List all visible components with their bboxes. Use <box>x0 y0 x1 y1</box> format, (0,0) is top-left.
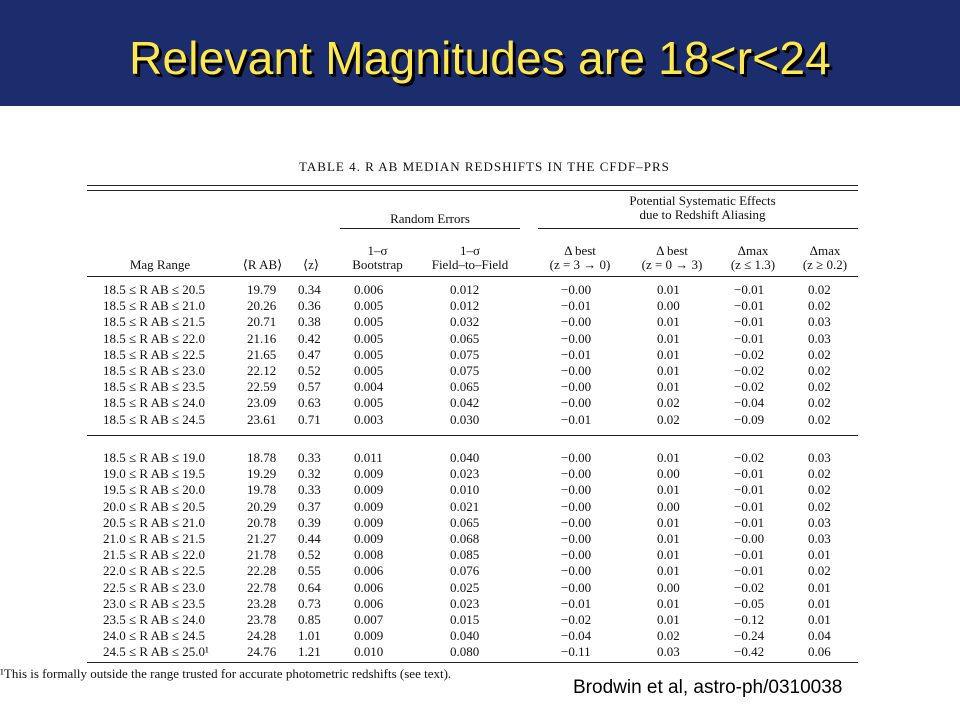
mag-range-cell: 18.5 ≤ R AB ≤ 24.5 <box>103 411 206 427</box>
table-row <box>0 395 870 411</box>
delta-best-03-cell: 0.01 <box>657 482 680 498</box>
table-caption: TABLE 4. R AB MEDIAN REDSHIFTS IN THE CFDF–PRS <box>299 159 670 174</box>
table-row <box>0 499 870 515</box>
delta-max-13-cell: −0.01 <box>734 482 765 498</box>
delta-max-13-cell: −0.01 <box>734 314 765 330</box>
delta-best-30-cell: −0.00 <box>561 450 592 465</box>
col-delta-best-0-3: Δ best (z = 0 → 3) <box>641 243 703 272</box>
delta-best-03-cell: 0.03 <box>657 644 680 660</box>
bootstrap-cell: 0.008 <box>354 547 384 563</box>
delta-max-13-cell: −0.24 <box>734 628 765 644</box>
col-delta-max-1-3: Δmax (z ≤ 1.3) <box>730 243 776 272</box>
delta-best-30-cell: −0.02 <box>561 612 592 627</box>
delta-best-03-cell: 0.01 <box>657 379 680 395</box>
delta-max-13-cell: −0.05 <box>734 595 765 611</box>
delta-best-03-cell: 0.02 <box>657 411 680 427</box>
col-field-to-field: 1–σ Field–to–Field <box>431 243 509 272</box>
table-row <box>0 580 870 596</box>
delta-best-03-cell: 0.01 <box>657 547 680 563</box>
mag-range-cell: 20.5 ≤ R AB ≤ 21.0 <box>103 514 206 530</box>
bootstrap-cell: 0.009 <box>354 466 384 482</box>
bootstrap-cell: 0.009 <box>354 498 384 514</box>
field-cell: 0.040 <box>450 450 480 465</box>
delta-best-03-cell: 0.00 <box>657 298 680 314</box>
z-mean-cell: 0.55 <box>298 563 321 579</box>
bootstrap-cell: 0.005 <box>354 395 384 411</box>
random-group-header: Random Errors <box>390 211 470 226</box>
col-bootstrap: 1–σ Bootstrap <box>352 243 403 272</box>
delta-max-02-cell: 0.03 <box>808 514 831 530</box>
delta-max-13-cell: −0.01 <box>734 563 765 579</box>
mag-range-cell: 18.5 ≤ R AB ≤ 20.5 <box>103 282 206 297</box>
field-cell: 0.040 <box>450 628 480 644</box>
delta-best-03-cell: 0.01 <box>657 346 680 362</box>
delta-max-02-cell: 0.02 <box>808 482 831 498</box>
col-z-mean: ⟨z⟩ <box>303 257 319 272</box>
delta-best-30-cell: −0.00 <box>561 314 592 330</box>
delta-best-30-cell: −0.00 <box>561 330 592 346</box>
delta-max-13-cell: −0.12 <box>734 612 765 627</box>
table-row <box>0 547 870 563</box>
delta-max-02-cell: 0.02 <box>808 563 831 579</box>
delta-best-30-cell: −0.00 <box>561 531 592 546</box>
mag-range-cell: 18.5 ≤ R AB ≤ 23.5 <box>103 379 206 395</box>
delta-max-02-cell: 0.03 <box>808 450 831 465</box>
bootstrap-cell: 0.005 <box>354 298 384 314</box>
delta-max-13-cell: −0.04 <box>734 395 765 411</box>
r-mean-cell: 21.16 <box>247 330 277 346</box>
systematic-group-rule <box>538 228 858 229</box>
delta-best-03-cell: 0.01 <box>657 363 680 378</box>
delta-best-30-cell: −0.01 <box>561 411 592 427</box>
z-mean-cell: 0.71 <box>298 411 321 427</box>
delta-best-03-cell: 0.01 <box>657 514 680 530</box>
col-r-mean: ⟨R AB⟩ <box>242 257 283 272</box>
systematic-group-header: Potential Systematic Effects due to Redshift Aliasing <box>629 193 776 222</box>
delta-best-03-cell: 0.00 <box>657 466 680 482</box>
z-mean-cell: 0.34 <box>298 282 321 297</box>
delta-best-30-cell: −0.04 <box>561 628 592 644</box>
table-row <box>0 450 870 466</box>
mag-range-cell: 23.0 ≤ R AB ≤ 23.5 <box>103 595 206 611</box>
col-delta-max-0-2: Δmax (z ≥ 0.2) <box>802 243 848 272</box>
r-mean-cell: 19.29 <box>247 466 277 482</box>
delta-best-03-cell: 0.01 <box>657 314 680 330</box>
delta-best-30-cell: −0.00 <box>561 579 592 595</box>
z-mean-cell: 0.38 <box>298 314 321 330</box>
delta-max-02-cell: 0.02 <box>808 298 831 314</box>
delta-max-13-cell: −0.01 <box>734 498 765 514</box>
bootstrap-cell: 0.011 <box>354 450 383 465</box>
field-cell: 0.080 <box>450 644 480 660</box>
r-mean-cell: 19.79 <box>247 282 277 297</box>
top-rule <box>87 185 858 186</box>
z-mean-cell: 0.33 <box>298 482 321 498</box>
r-mean-cell: 20.78 <box>247 514 277 530</box>
table-row <box>0 466 870 482</box>
r-mean-cell: 22.12 <box>247 363 277 378</box>
delta-best-03-cell: 0.01 <box>657 612 680 627</box>
field-cell: 0.023 <box>450 466 480 482</box>
delta-best-30-cell: −0.11 <box>561 644 591 660</box>
field-cell: 0.085 <box>450 547 480 563</box>
header-rule <box>87 276 858 277</box>
field-cell: 0.023 <box>450 595 480 611</box>
table-row <box>0 612 870 628</box>
bootstrap-cell: 0.006 <box>354 282 384 297</box>
table-row <box>0 596 870 612</box>
delta-best-03-cell: 0.01 <box>657 330 680 346</box>
bottom-rule <box>87 662 858 663</box>
delta-max-13-cell: −0.02 <box>734 363 765 378</box>
mag-range-cell: 18.5 ≤ R AB ≤ 21.0 <box>103 298 206 314</box>
mag-range-cell: 18.5 ≤ R AB ≤ 19.0 <box>103 450 206 465</box>
z-mean-cell: 1.21 <box>298 644 321 660</box>
delta-max-02-cell: 0.02 <box>808 363 831 378</box>
table-row <box>0 363 870 379</box>
delta-max-13-cell: −0.01 <box>734 514 765 530</box>
delta-best-30-cell: −0.01 <box>561 595 592 611</box>
bootstrap-cell: 0.006 <box>354 563 384 579</box>
delta-best-03-cell: 0.01 <box>657 531 680 546</box>
table-row <box>0 531 870 547</box>
z-mean-cell: 0.73 <box>298 595 321 611</box>
delta-best-30-cell: −0.00 <box>561 498 592 514</box>
z-mean-cell: 0.64 <box>298 579 321 595</box>
delta-max-02-cell: 0.02 <box>808 395 831 411</box>
delta-max-13-cell: −0.02 <box>734 579 765 595</box>
slide-title: Relevant Magnitudes are 18<r<24 <box>129 32 831 84</box>
delta-max-13-cell: −0.00 <box>734 531 765 546</box>
delta-best-03-cell: 0.01 <box>657 282 680 297</box>
delta-best-30-cell: −0.00 <box>561 466 592 482</box>
delta-max-02-cell: 0.06 <box>808 644 831 660</box>
r-mean-cell: 24.76 <box>247 644 277 660</box>
delta-best-03-cell: 0.00 <box>657 579 680 595</box>
delta-max-02-cell: 0.02 <box>808 466 831 482</box>
z-mean-cell: 0.36 <box>298 298 321 314</box>
table-row <box>0 482 870 498</box>
delta-max-13-cell: −0.02 <box>734 346 765 362</box>
table-row <box>0 347 870 363</box>
delta-best-03-cell: 0.01 <box>657 595 680 611</box>
field-cell: 0.012 <box>450 282 480 297</box>
z-mean-cell: 0.37 <box>298 498 321 514</box>
field-cell: 0.075 <box>450 363 480 378</box>
delta-best-30-cell: −0.00 <box>561 282 592 297</box>
delta-max-02-cell: 0.04 <box>808 628 831 644</box>
table-row <box>0 298 870 314</box>
random-group-rule <box>340 228 520 229</box>
delta-max-02-cell: 0.02 <box>808 379 831 395</box>
mag-range-cell: 19.5 ≤ R AB ≤ 20.0 <box>103 482 206 498</box>
z-mean-cell: 0.47 <box>298 346 321 362</box>
delta-max-13-cell: −0.01 <box>734 282 765 297</box>
delta-max-02-cell: 0.01 <box>808 579 831 595</box>
delta-max-02-cell: 0.02 <box>808 346 831 362</box>
delta-best-03-cell: 0.01 <box>657 450 680 465</box>
bootstrap-cell: 0.009 <box>354 514 384 530</box>
field-cell: 0.042 <box>450 395 480 411</box>
delta-best-30-cell: −0.01 <box>561 298 592 314</box>
field-cell: 0.025 <box>450 579 480 595</box>
r-mean-cell: 21.65 <box>247 346 277 362</box>
field-cell: 0.032 <box>450 314 480 330</box>
z-mean-cell: 1.01 <box>298 628 321 644</box>
delta-max-02-cell: 0.01 <box>808 547 831 563</box>
field-cell: 0.065 <box>450 514 480 530</box>
mag-range-cell: 21.5 ≤ R AB ≤ 22.0 <box>103 547 206 563</box>
r-mean-cell: 23.09 <box>247 395 277 411</box>
mag-range-cell: 23.5 ≤ R AB ≤ 24.0 <box>103 612 206 627</box>
field-cell: 0.075 <box>450 346 480 362</box>
delta-max-13-cell: −0.02 <box>734 450 765 465</box>
table-row <box>0 282 870 298</box>
bootstrap-cell: 0.005 <box>354 330 384 346</box>
bootstrap-cell: 0.005 <box>354 314 384 330</box>
block-separator-rule <box>87 435 858 436</box>
delta-best-03-cell: 0.00 <box>657 498 680 514</box>
z-mean-cell: 0.57 <box>298 379 321 395</box>
mag-range-cell: 18.5 ≤ R AB ≤ 23.0 <box>103 363 206 378</box>
bootstrap-cell: 0.006 <box>354 579 384 595</box>
delta-max-13-cell: −0.01 <box>734 298 765 314</box>
col-delta-best-3-0: Δ best (z = 3 → 0) <box>549 243 611 272</box>
mag-range-cell: 24.5 ≤ R AB ≤ 25.0¹ <box>103 644 209 660</box>
z-mean-cell: 0.85 <box>298 612 321 627</box>
table-row <box>0 314 870 330</box>
delta-best-30-cell: −0.00 <box>561 363 592 378</box>
field-cell: 0.015 <box>450 612 480 627</box>
mag-range-cell: 24.0 ≤ R AB ≤ 24.5 <box>103 628 206 644</box>
delta-best-30-cell: −0.00 <box>561 482 592 498</box>
field-cell: 0.065 <box>450 330 480 346</box>
table-row <box>0 628 870 644</box>
delta-best-03-cell: 0.02 <box>657 628 680 644</box>
r-mean-cell: 23.78 <box>247 612 277 627</box>
delta-best-30-cell: −0.01 <box>561 346 592 362</box>
delta-best-30-cell: −0.00 <box>561 563 592 579</box>
table-row <box>0 379 870 395</box>
r-mean-cell: 22.59 <box>247 379 277 395</box>
r-mean-cell: 22.28 <box>247 563 277 579</box>
table-footnote: ¹This is formally outside the range trusted for accurate photometric redshifts (see text). <box>0 666 452 681</box>
delta-best-30-cell: −0.00 <box>561 514 592 530</box>
delta-max-13-cell: −0.01 <box>734 466 765 482</box>
z-mean-cell: 0.32 <box>298 466 321 482</box>
delta-max-02-cell: 0.03 <box>808 314 831 330</box>
top-rule-double <box>87 190 858 191</box>
mag-range-cell: 18.5 ≤ R AB ≤ 22.5 <box>103 346 206 362</box>
mag-range-cell: 18.5 ≤ R AB ≤ 21.5 <box>103 314 206 330</box>
delta-max-13-cell: −0.01 <box>734 330 765 346</box>
delta-max-13-cell: −0.09 <box>734 411 765 427</box>
bootstrap-cell: 0.006 <box>354 595 384 611</box>
mag-range-cell: 18.5 ≤ R AB ≤ 22.0 <box>103 330 206 346</box>
bootstrap-cell: 0.003 <box>354 411 384 427</box>
delta-max-02-cell: 0.01 <box>808 595 831 611</box>
field-cell: 0.076 <box>450 563 480 579</box>
delta-best-30-cell: −0.00 <box>561 395 592 411</box>
table-row <box>0 412 870 428</box>
bootstrap-cell: 0.005 <box>354 346 384 362</box>
r-mean-cell: 21.78 <box>247 547 277 563</box>
z-mean-cell: 0.44 <box>298 531 321 546</box>
r-mean-cell: 24.28 <box>247 628 277 644</box>
r-mean-cell: 19.78 <box>247 482 277 498</box>
delta-max-02-cell: 0.02 <box>808 498 831 514</box>
field-cell: 0.021 <box>450 498 480 514</box>
r-mean-cell: 18.78 <box>247 450 277 465</box>
r-mean-cell: 22.78 <box>247 579 277 595</box>
delta-max-02-cell: 0.03 <box>808 531 831 546</box>
z-mean-cell: 0.52 <box>298 547 321 563</box>
field-cell: 0.068 <box>450 531 480 546</box>
z-mean-cell: 0.63 <box>298 395 321 411</box>
table-row <box>0 331 870 347</box>
bootstrap-cell: 0.009 <box>354 531 384 546</box>
field-cell: 0.030 <box>450 411 480 427</box>
delta-best-30-cell: −0.00 <box>561 379 592 395</box>
delta-max-02-cell: 0.02 <box>808 282 831 297</box>
table-row <box>0 644 870 660</box>
delta-max-13-cell: −0.02 <box>734 379 765 395</box>
z-mean-cell: 0.33 <box>298 450 321 465</box>
r-mean-cell: 20.29 <box>247 498 277 514</box>
z-mean-cell: 0.39 <box>298 514 321 530</box>
bootstrap-cell: 0.004 <box>354 379 384 395</box>
table-row <box>0 515 870 531</box>
field-cell: 0.012 <box>450 298 480 314</box>
mag-range-cell: 20.0 ≤ R AB ≤ 20.5 <box>103 498 206 514</box>
delta-best-30-cell: −0.00 <box>561 547 592 563</box>
r-mean-cell: 23.61 <box>247 411 277 427</box>
r-mean-cell: 20.26 <box>247 298 277 314</box>
bootstrap-cell: 0.009 <box>354 482 384 498</box>
mag-range-cell: 21.0 ≤ R AB ≤ 21.5 <box>103 531 206 546</box>
bootstrap-cell: 0.010 <box>354 644 384 660</box>
table-row <box>0 563 870 579</box>
field-cell: 0.010 <box>450 482 480 498</box>
mag-range-cell: 18.5 ≤ R AB ≤ 24.0 <box>103 395 206 411</box>
mag-range-cell: 19.0 ≤ R AB ≤ 19.5 <box>103 466 206 482</box>
delta-best-03-cell: 0.01 <box>657 563 680 579</box>
r-mean-cell: 23.28 <box>247 595 277 611</box>
delta-max-13-cell: −0.42 <box>734 644 765 660</box>
field-cell: 0.065 <box>450 379 480 395</box>
bootstrap-cell: 0.007 <box>354 612 384 627</box>
z-mean-cell: 0.42 <box>298 330 321 346</box>
col-mag-range: Mag Range <box>129 257 191 272</box>
citation-credit: Brodwin et al, astro-ph/0310038 <box>573 677 843 698</box>
delta-max-02-cell: 0.02 <box>808 411 831 427</box>
mag-range-cell: 22.5 ≤ R AB ≤ 23.0 <box>103 579 206 595</box>
mag-range-cell: 22.0 ≤ R AB ≤ 22.5 <box>103 563 206 579</box>
delta-best-03-cell: 0.02 <box>657 395 680 411</box>
bootstrap-cell: 0.005 <box>354 363 384 378</box>
r-mean-cell: 21.27 <box>247 531 277 546</box>
delta-max-02-cell: 0.01 <box>808 612 831 627</box>
delta-max-13-cell: −0.01 <box>734 547 765 563</box>
delta-max-02-cell: 0.03 <box>808 330 831 346</box>
r-mean-cell: 20.71 <box>247 314 277 330</box>
z-mean-cell: 0.52 <box>298 363 321 378</box>
bootstrap-cell: 0.009 <box>354 628 384 644</box>
